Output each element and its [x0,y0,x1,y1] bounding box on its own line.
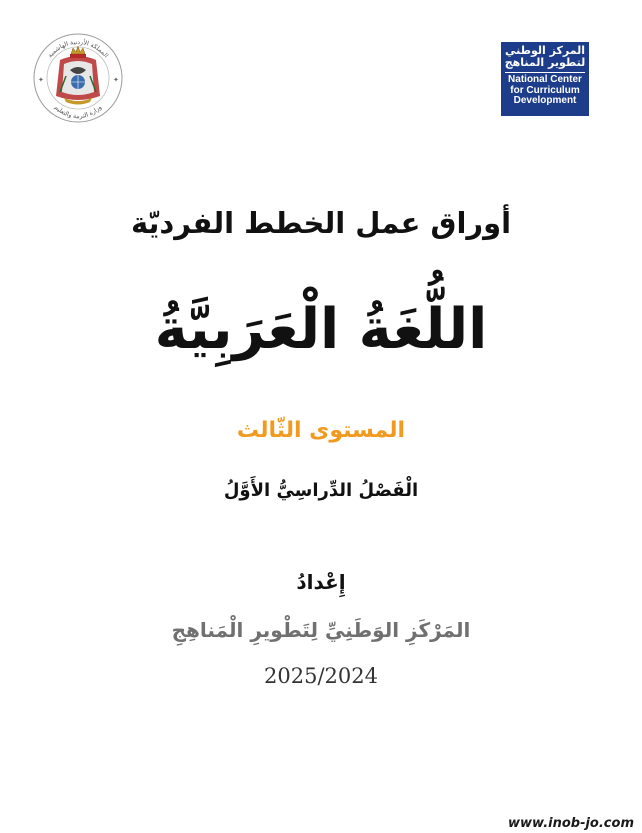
svg-text:وزارة التربية والتعليم [53,104,103,120]
watermark-url: www.inob-jo.com [508,816,634,831]
semester-label: الْفَصْلُ الدِّراسِيُّ الأَوَّلُ [223,480,419,501]
nccd-arabic-line-1: المركز الوطني [505,44,585,57]
nccd-arabic-line-2: لتطوير المناهج [504,56,586,69]
prepared-by-name: المَرْكَزِ الوَطَنِيِّ لِتَطْويرِ الْمَناهِجِ [171,618,471,642]
level-label: المستوى الثّالث [236,418,406,443]
academic-year: 2025/2024 [264,664,378,688]
svg-text:✦: ✦ [38,76,44,84]
nccd-english-line-1: National Center [508,74,582,85]
document-title: أوراق عمل الخطط الفرديّة [130,206,512,240]
prepared-by-label: إِعْدادُ [296,570,346,594]
nccd-english-line-3: Development [513,95,577,106]
nccd-logo [501,42,589,116]
jordan-coat-of-arms-icon [30,30,126,126]
nccd-divider [505,72,585,73]
nccd-english-line-2: for Curriculum [510,84,580,96]
subject-title: اللُّغَةُ الْعَرَبِيَّةُ [154,297,488,362]
emblem-ring-text-top: المملكة الأردنية الهاشمية [46,38,110,60]
svg-text:✦: ✦ [113,76,119,84]
emblem-ring-text-bottom: وزارة التربية والتعليم [52,103,104,121]
